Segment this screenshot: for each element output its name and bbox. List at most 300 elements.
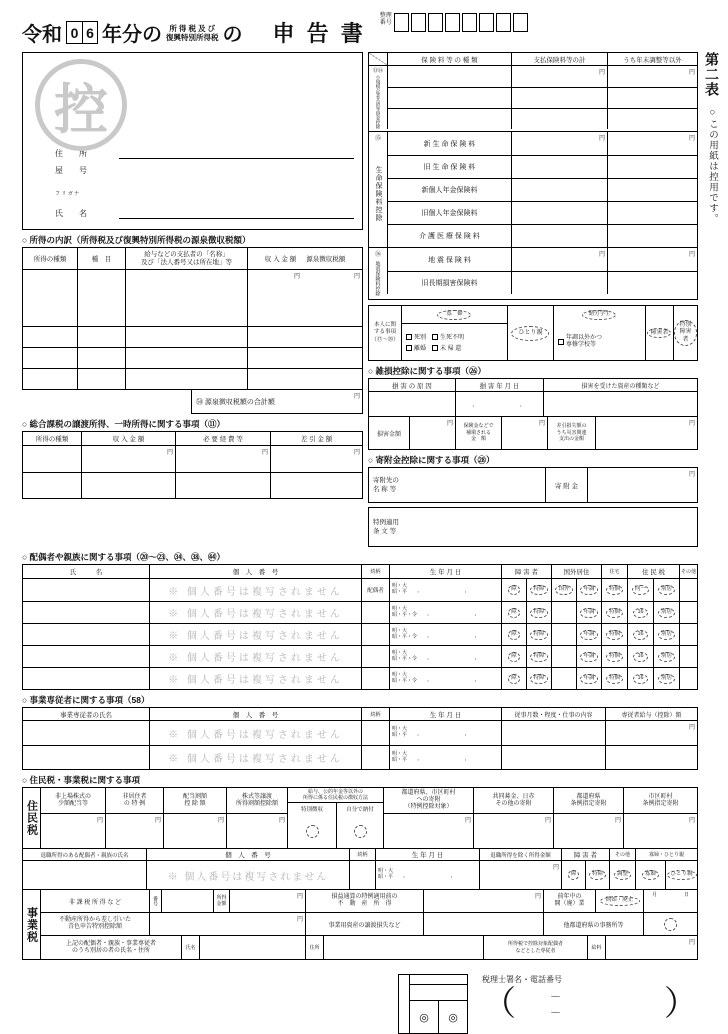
opened-closed-label: 前年中の <box>557 894 582 901</box>
col-resident-tax: 住 民 税 <box>627 565 679 578</box>
donation-recipient-label: 寄附先の 名 称 等 <box>372 476 399 493</box>
form-title: 申 告 書 <box>272 21 366 46</box>
paid-amount-cell[interactable] <box>511 88 607 108</box>
special-collection-circle[interactable] <box>306 825 319 838</box>
separate-address-cell[interactable] <box>323 936 483 959</box>
working-student-checkbox[interactable]: 年調以外かつ 専修学校等 <box>554 324 645 360</box>
checkbox-icon[interactable] <box>406 345 412 351</box>
income-type-cell[interactable] <box>23 348 77 368</box>
paren-close: ） <box>664 985 698 1023</box>
col-relationship: 続柄 <box>361 565 389 578</box>
paren-open: （ <box>482 985 516 1023</box>
payer-cell[interactable] <box>125 270 247 326</box>
abroad-cell[interactable] <box>551 602 576 623</box>
paid-amount-cell[interactable] <box>511 202 607 224</box>
separate-residence-option[interactable]: 別居 <box>658 630 675 640</box>
other-amount-cell[interactable] <box>607 156 697 178</box>
phone-dashes: － － <box>550 991 628 1019</box>
ref-digit-box[interactable] <box>462 13 477 32</box>
col-premium-paid: 支払保険料等の計 <box>511 53 607 65</box>
col-other: その他 <box>609 849 635 860</box>
relationship-cell[interactable] <box>361 646 389 667</box>
checkbox-icon[interactable] <box>558 339 564 345</box>
employee-row <box>23 745 697 769</box>
yen-mark: 円 <box>688 421 695 427</box>
ocr-registration-box <box>398 974 468 1034</box>
personal-number-cell[interactable]: ※ 個人番号は複写されません <box>149 579 361 601</box>
other-cell[interactable] <box>679 646 697 667</box>
abroad-cell[interactable] <box>551 668 576 689</box>
relative-row <box>23 667 697 689</box>
name-input-line[interactable] <box>119 197 354 219</box>
income-type-cell[interactable] <box>23 369 77 389</box>
col-relationship: 続柄 <box>361 708 389 720</box>
date-separators: ． ． <box>417 754 482 762</box>
col-disability: 障 害 者 <box>561 849 609 860</box>
resident-tax-block: 住民税 非上場株式の 少額配当等 円 非居住者 の 特 例 円 配当割額 控 除 額 株式等譲渡 所得割額控除額 円 円 給与、公的年金等以外の 所得に係る住民税の徴収方法 特別徴収 自分で納付 都道府県、市区町村 への寄附 （特例控除対象） 円 共同募金、日赤 その他の寄附 円 都道府県 条例指定寄附 円 市区町村 条例指定寄附 円 <box>22 787 698 849</box>
col-income-type: 所得の種類 <box>35 436 69 443</box>
col-employee-name: 事業専従者の氏名 <box>60 711 112 719</box>
birthdate-cell[interactable]: 明・大 昭・平・令 ． ． <box>389 646 501 667</box>
birthdate-cell[interactable]: 明・大 昭・平 ． ． <box>389 579 501 601</box>
special-disabled-option[interactable]: 特別 障害者 <box>674 320 697 346</box>
income-breakdown-title: ○ 所得の内訳（所得税及び復興特別所得税の源泉徴収税額） <box>22 235 251 245</box>
employee-row <box>23 721 697 745</box>
ref-number-boxes[interactable] <box>394 13 528 32</box>
col-relationship: 続柄 <box>349 849 375 860</box>
payer-cell[interactable] <box>125 369 247 389</box>
damage-cause-cell[interactable] <box>369 392 455 416</box>
spouse-relatives-table <box>22 564 698 690</box>
other-amount-cell[interactable] <box>607 248 697 271</box>
disabled-option[interactable]: 障 <box>508 585 520 595</box>
era-options: 明・大 <box>392 627 408 634</box>
nontaxable-income-label: 非 課 税 所 得 な ど <box>68 899 121 906</box>
name-cell[interactable] <box>23 668 149 689</box>
other-amount-cell[interactable] <box>607 88 697 108</box>
yen-mark: 円 <box>688 818 695 824</box>
other-cell[interactable] <box>679 624 697 645</box>
item-cell[interactable] <box>77 348 125 368</box>
yen-mark: 円 <box>688 940 695 946</box>
date-separators: ． ． <box>403 872 468 879</box>
yen-mark: 円 <box>296 894 303 900</box>
col-premium-type: 保 険 料 等 の 種 類 <box>387 53 511 65</box>
relationship-cell[interactable]: 配偶者 <box>361 579 389 601</box>
col-employee-salary: 専従者給与（控除）額 <box>605 708 697 720</box>
expenses-cell[interactable] <box>175 446 270 472</box>
special-disabled-option[interactable]: 特障 <box>530 652 547 662</box>
widow-option[interactable]: 寡婦 <box>642 870 659 880</box>
under16-option[interactable]: 16 <box>633 674 648 684</box>
expenses-cell[interactable] <box>175 473 270 498</box>
ref-digit-box[interactable] <box>496 13 511 32</box>
special-collection-label: 特別徴収 <box>300 806 323 813</box>
ref-digit-box[interactable] <box>445 13 460 32</box>
amounts-cell[interactable] <box>247 369 362 389</box>
self-payment-circle[interactable] <box>354 825 367 838</box>
small-dividend-cell[interactable] <box>41 814 105 848</box>
yen-mark: 円 <box>217 818 224 824</box>
premium-type-cell[interactable] <box>387 109 511 129</box>
other-amount-cell[interactable] <box>607 66 697 87</box>
name-cell[interactable] <box>23 579 149 601</box>
disaster-expense-cell[interactable] <box>595 417 697 449</box>
col-damage-date: 損 害 年 月 日 <box>455 379 543 391</box>
col-birthdate: 生 年 月 日 <box>389 708 501 720</box>
name-cell[interactable] <box>23 602 149 623</box>
separate-residence-option[interactable]: 別居 <box>658 608 675 618</box>
nontaxable-number-cell[interactable] <box>161 890 213 912</box>
special-provision-label: 特例適用 <box>372 518 399 526</box>
donation-amount-cell[interactable] <box>587 468 697 502</box>
special-disabled-option[interactable]: 特障 <box>530 585 547 595</box>
personal-number-cell[interactable]: ※ 個人番号は複写されません <box>149 721 361 745</box>
col-widow-singleparent: 寡婦・ひとり親 <box>635 849 697 860</box>
special-individual-option[interactable]: 特個 <box>606 585 623 595</box>
premium-row-label: 介 護 医 療 保 険 料 <box>387 225 511 247</box>
salary-cell[interactable] <box>605 721 697 745</box>
prefecture-donation-label: 都道府県、市区町村 <box>401 790 456 797</box>
disabled-option[interactable]: 障 <box>568 870 580 880</box>
city-ordinance-donation-cell[interactable] <box>624 814 697 848</box>
stock-transfer-cell[interactable] <box>226 814 287 848</box>
ref-digit-box[interactable] <box>411 13 426 32</box>
pref-ordinance-donation-cell[interactable] <box>554 814 623 848</box>
address-input-line[interactable] <box>119 137 354 159</box>
year-digit: 0 <box>70 24 79 41</box>
under16-option[interactable]: 16 <box>633 652 648 662</box>
registration-strip <box>410 975 467 985</box>
col-personal-number: 個 人 番 号 <box>149 565 361 578</box>
yen-mark: 円 <box>538 421 545 427</box>
form-header: 令和 0 6 年分の 所 得 税 及 び 復興特別所得税 の 申 告 書 整理 番号 <box>22 6 698 48</box>
personal-number-cell[interactable]: ※ 個人番号は複写されません <box>149 646 361 667</box>
start-close-option[interactable]: 開始・廃止 <box>600 896 640 906</box>
premium-row-label: 旧個人年金保険料 <box>387 202 511 224</box>
special-individual-option[interactable]: 特個 <box>606 652 623 662</box>
business-tax-vlabel: 事業税 <box>25 906 38 943</box>
date-separators: ． ． <box>472 401 537 408</box>
yen-mark: 円 <box>688 70 695 76</box>
withholding-total-box[interactable] <box>191 389 363 414</box>
relative-row <box>23 623 697 645</box>
col-name: 氏 名 <box>69 569 103 576</box>
retirement-income-table <box>22 848 698 890</box>
paid-amount-cell[interactable] <box>511 66 607 87</box>
era-options: 明・大 <box>392 583 408 590</box>
working-student-option[interactable]: 勤労学生 <box>582 310 616 320</box>
pref-ordinance-donation-label: 都道府県 <box>576 793 601 800</box>
under16-option[interactable]: 16 <box>633 608 648 618</box>
nontaxable-amount-cell[interactable] <box>229 890 305 912</box>
personal-number-cell[interactable]: ※ 個人番号は複写されません <box>149 624 361 645</box>
under16-option[interactable]: 16 <box>633 630 648 640</box>
income-type-cell[interactable] <box>23 327 77 347</box>
era-label: 令和 <box>22 24 62 46</box>
birthdate-cell[interactable]: 明・大 昭・平・令 ． ． <box>389 668 501 689</box>
disabled-option[interactable]: 障 <box>508 630 520 640</box>
other-cell[interactable] <box>679 579 697 601</box>
ref-digit-box[interactable] <box>513 13 528 32</box>
personal-number-cell[interactable]: ※ 個人番号は複写されません <box>149 746 361 769</box>
yen-mark: 円 <box>353 394 360 400</box>
spouse-relatives-title: ○ 配偶者や親族に関する事項（⑳～㉓、㉞、㊳、㊹） <box>22 552 225 562</box>
damaged-asset-cell[interactable] <box>543 392 697 416</box>
yen-mark: 円 <box>293 274 300 280</box>
widow-unknown-checkbox[interactable]: 生死不明 <box>432 332 464 341</box>
payer-cell[interactable] <box>125 327 247 347</box>
nonresident-cell[interactable] <box>106 814 163 848</box>
date-separators: ． ． <box>427 631 492 639</box>
disabled-option[interactable]: 障 <box>508 674 520 684</box>
widow-bereaved-checkbox[interactable]: 死別 <box>406 332 426 341</box>
separate-residence-option[interactable]: 別居 <box>658 652 675 662</box>
paid-amount-cell[interactable] <box>511 156 607 178</box>
col-housing: 住宅 <box>601 565 627 578</box>
paid-amount-cell[interactable] <box>511 225 607 247</box>
abroad-cell[interactable] <box>551 624 576 645</box>
yearend-adjust-option[interactable]: 年調 <box>580 630 597 640</box>
registration-mark-icon: ◎ <box>438 1001 467 1033</box>
year-digit: 6 <box>82 22 97 43</box>
disaster-expense-label: 差引損失額の うち災害関連 支出の金額 <box>547 417 595 449</box>
ref-digit-box[interactable] <box>479 13 494 32</box>
abroad-cell[interactable] <box>551 646 576 667</box>
date-separators: ． ． <box>427 609 492 617</box>
col-damaged-asset: 損害を受けた資産の種類など <box>543 379 697 391</box>
resident-business-tax-title: ○ 住民税・事業税に関する事項 <box>22 775 140 785</box>
ref-digit-box[interactable] <box>394 13 409 32</box>
small-dividend-label: 非上場株式の <box>54 793 91 800</box>
relationship-cell[interactable] <box>361 746 389 769</box>
name-cell[interactable] <box>23 746 149 769</box>
paid-amount-cell[interactable] <box>511 272 607 294</box>
separate-residence-option[interactable]: 別居 <box>658 674 675 684</box>
special-disabled-option[interactable]: 特障 <box>530 630 547 640</box>
ref-digit-box[interactable] <box>428 13 443 32</box>
amounts-cell[interactable] <box>247 270 362 326</box>
other-amount-cell[interactable] <box>607 272 697 294</box>
identity-box <box>22 52 363 230</box>
yearend-adjust-option[interactable]: 年調 <box>580 652 597 662</box>
asset-transfer-loss-cell[interactable] <box>423 913 543 935</box>
furigana-label: フ リ ガ ナ <box>55 191 80 197</box>
salary-sublabel: 給料 <box>587 936 605 959</box>
amounts-cell[interactable] <box>247 348 362 368</box>
abroad-option[interactable]: 国外 <box>555 585 572 595</box>
other-amount-cell[interactable] <box>607 109 697 129</box>
era-options: 明・大 <box>392 750 408 757</box>
insurance-compensation-cell[interactable] <box>501 417 547 449</box>
tax-type-line2: 復興特別所得税 <box>166 32 219 42</box>
copy-watermark: 控 <box>35 59 127 151</box>
other-prefecture-circle[interactable] <box>664 918 677 931</box>
col-birthdate: 生 年 月 日 <box>375 849 479 860</box>
net-amount-cell[interactable] <box>270 446 362 472</box>
revenue-cell[interactable] <box>81 446 175 472</box>
work-detail-cell[interactable] <box>501 746 605 769</box>
yen-mark: 円 <box>688 252 695 258</box>
separate-residence-option[interactable]: 別居 <box>658 585 675 595</box>
retiree-name-cell[interactable] <box>23 861 146 889</box>
personal-number-cell[interactable]: ※ 個人番号は複写されません <box>146 861 349 889</box>
same-household-option[interactable]: 同一 <box>632 585 649 595</box>
damage-date-cell[interactable] <box>455 392 543 416</box>
tax-accountant-phone[interactable] <box>482 987 698 1021</box>
donation-box <box>368 467 698 503</box>
income-type-cell[interactable] <box>23 446 81 472</box>
capital-gains-table <box>22 431 363 499</box>
income-cell[interactable] <box>479 861 561 889</box>
section-number: ⑯ <box>374 252 381 258</box>
col-income-excl-retirement: 退職所得を除く所得金額 <box>479 849 561 860</box>
single-parent-option[interactable]: ひとり親 <box>667 870 697 880</box>
item-cell[interactable] <box>77 327 125 347</box>
blue-return-deduction-label: 不動産所得から差し引いた <box>58 917 131 924</box>
item-cell[interactable] <box>77 369 125 389</box>
prefecture-donation-cell[interactable] <box>384 814 473 848</box>
other-amount-cell[interactable] <box>607 132 697 155</box>
relationship-cell[interactable] <box>361 668 389 689</box>
special-disabled-option[interactable]: 特障 <box>530 608 547 618</box>
other-amount-cell[interactable] <box>607 179 697 201</box>
relationship-cell[interactable] <box>361 602 389 623</box>
date-separators: ． ． <box>417 730 482 737</box>
paid-amount-cell[interactable] <box>511 109 607 129</box>
name-cell[interactable] <box>23 646 149 667</box>
community-chest-label: 共同募金、日赤 <box>492 793 535 800</box>
personal-number-cell[interactable]: ※ 個人番号は複写されません <box>149 668 361 689</box>
yen-mark: 円 <box>353 450 360 456</box>
widow-notreturned-checkbox[interactable]: 未 帰 還 <box>432 343 461 352</box>
withholding-total-label: ㊿ 源泉徴収税額の合計額 <box>195 398 275 406</box>
income-type-cell[interactable] <box>23 270 77 326</box>
name-cell[interactable] <box>23 624 149 645</box>
yen-mark: 円 <box>278 818 285 824</box>
separate-name-cell[interactable] <box>199 936 305 959</box>
social-insurance-vlabel: ⑬⑭ 小規模企業共済等掛金控除 <box>372 68 383 129</box>
income-type-cell[interactable] <box>23 473 81 498</box>
name-cell[interactable] <box>23 721 149 745</box>
work-detail-cell[interactable] <box>501 721 605 745</box>
family-employees-table <box>22 707 698 770</box>
yen-mark: 円 <box>296 917 303 923</box>
pre-offset-realestate-cell[interactable] <box>423 890 543 912</box>
premium-type-cell[interactable] <box>387 88 511 108</box>
birthdate-cell[interactable]: 明・大 昭・平 ． ． <box>389 746 501 769</box>
single-parent-option[interactable]: ひとり親 <box>511 326 549 341</box>
yearend-adjust-option[interactable]: 年調 <box>580 674 597 684</box>
yen-mark: 円 <box>464 818 471 824</box>
birthdate-cell[interactable]: 明・大 昭・平 ． ． <box>375 861 479 889</box>
item-cell[interactable] <box>77 270 125 326</box>
disabled-option[interactable]: 障害者 <box>647 328 671 338</box>
relationship-cell[interactable] <box>361 721 389 745</box>
widow-option[interactable]: 寡 婦 <box>437 310 471 320</box>
address-sublabel: 住所 <box>305 936 323 959</box>
trade-name-label: 屋 号 <box>55 165 87 175</box>
year-box[interactable] <box>66 21 98 44</box>
yen-mark: 円 <box>688 472 695 478</box>
adjustment-option[interactable]: 調整 <box>614 870 631 880</box>
special-individual-option[interactable]: 特個 <box>606 674 623 684</box>
yearend-adjust-option[interactable]: 年調 <box>580 585 597 595</box>
special-disabled-option[interactable]: 特障 <box>589 870 606 880</box>
premium-type-cell[interactable] <box>387 66 511 87</box>
personal-matters-label: 本人に関 する事項 （⑰～⑳） <box>371 322 399 343</box>
yearend-adjust-option[interactable]: 年調 <box>580 608 597 618</box>
premium-row-label: 新個人年金保険料 <box>387 179 511 201</box>
checkbox-icon[interactable] <box>406 334 412 340</box>
birthdate-cell[interactable]: 明・大 昭・平・令 ． ． <box>389 624 501 645</box>
special-individual-option[interactable]: 特個 <box>606 630 623 640</box>
paid-amount-cell[interactable] <box>511 248 607 271</box>
revenue-cell[interactable] <box>81 473 175 498</box>
checkbox-icon[interactable] <box>432 334 438 340</box>
personal-matters-box <box>368 305 698 361</box>
widow-divorced-checkbox[interactable]: 離婚 <box>406 343 426 352</box>
special-individual-option[interactable]: 特個 <box>606 608 623 618</box>
deductible-employee-cell[interactable] <box>605 936 697 959</box>
other-cell[interactable] <box>679 602 697 623</box>
blue-return-deduction-cell[interactable] <box>149 913 305 935</box>
paid-amount-cell[interactable] <box>511 179 607 201</box>
address-label: 住 所 <box>55 149 87 158</box>
other-cell[interactable] <box>679 668 697 689</box>
paid-amount-cell[interactable] <box>511 132 607 155</box>
era-options: 明・大 <box>392 671 408 678</box>
col-net-amount: 差 引 金 額 <box>270 432 362 445</box>
open-close-date-cell[interactable] <box>643 890 697 912</box>
premium-row-label: 旧 生 命 保 険 料 <box>387 156 511 178</box>
pre-offset-realestate-label: 損益通算の特例適用前の <box>331 894 398 901</box>
name-label: 氏 名 <box>55 209 87 218</box>
other-amount-cell[interactable] <box>607 225 697 247</box>
net-amount-cell[interactable] <box>270 473 362 498</box>
community-chest-cell[interactable] <box>474 814 553 848</box>
relationship-cell[interactable] <box>361 624 389 645</box>
yen-mark: 円 <box>261 450 268 456</box>
checkbox-icon[interactable] <box>432 345 438 351</box>
disabled-option[interactable]: 障 <box>508 652 520 662</box>
yen-mark: 円 <box>598 70 605 76</box>
payer-cell[interactable] <box>125 348 247 368</box>
income-breakdown-table: 所得の種類 種 目 給与などの支払者の「名称」 及び「法人番号又は所在地」等 収 入 金 額 源泉徴収税額 円 円 <box>22 247 363 390</box>
yen-mark: 円 <box>552 865 559 871</box>
special-provision-box[interactable]: 特例適用 条 文 等 <box>368 507 698 547</box>
amount-sublabel: 所得 <box>216 895 227 901</box>
disabled-option[interactable]: 障 <box>508 608 520 618</box>
damage-amount-cell[interactable] <box>409 417 455 449</box>
insurance-compensation-label: 保険金などで 補塡される 金 額 <box>455 417 501 449</box>
birthdate-cell[interactable]: 明・大 昭・平 ． ． <box>389 721 501 745</box>
yen-mark: 円 <box>446 421 453 427</box>
special-disabled-option[interactable]: 特障 <box>530 674 547 684</box>
sheet-number-label: 第二表 <box>704 52 720 97</box>
premium-row-label: 新 生 命 保 険 料 <box>387 132 511 155</box>
birthdate-cell[interactable]: 明・大 昭・平・令 ． ． <box>389 602 501 623</box>
other-amount-cell[interactable] <box>607 202 697 224</box>
col-retiree-name: 退職所得のある配偶者・親族の氏名 <box>40 852 129 859</box>
personal-number-cell[interactable]: ※ 個人番号は複写されません <box>149 602 361 623</box>
dividend-withholding-cell[interactable] <box>164 814 226 848</box>
col-withholding: 源泉徴収税額 <box>306 256 346 263</box>
donation-title: ○ 寄附金控除に関する事項（㉘） <box>367 455 495 465</box>
salary-cell[interactable] <box>605 746 697 769</box>
amounts-cell[interactable] <box>247 327 362 347</box>
relationship-cell[interactable] <box>349 861 375 889</box>
